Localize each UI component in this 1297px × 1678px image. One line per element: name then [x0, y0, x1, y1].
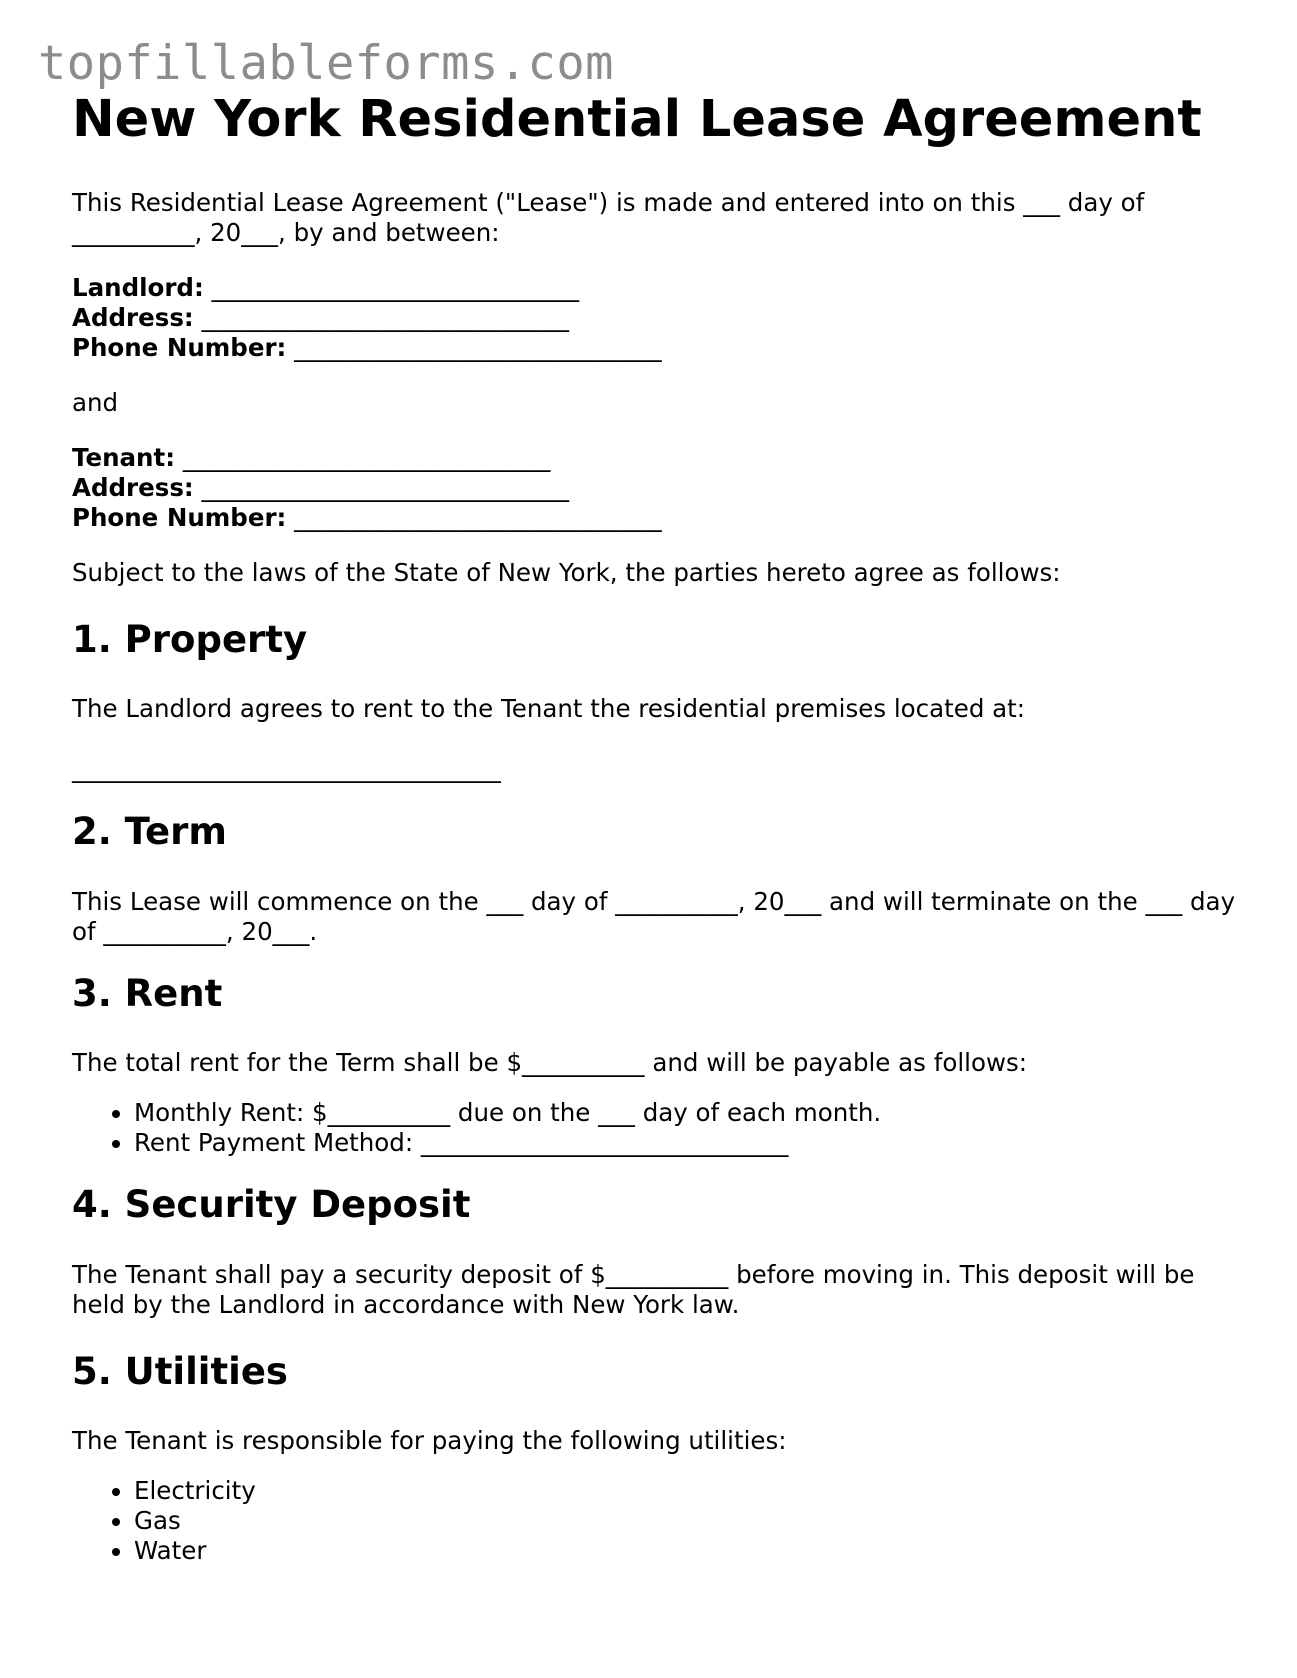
tenant-phone-blank[interactable]: ______________________________ [294, 503, 662, 533]
section-deposit-text: The Tenant shall pay a security deposit of $__________ before moving in. This deposit will be held by the Landlord in accordance with New York law. [72, 1259, 1195, 1319]
landlord-name-line [72, 273, 1252, 303]
and-text: and [72, 388, 119, 418]
tenant-name-label: Tenant: [72, 443, 176, 473]
document-title: New York Residential Lease Agreement [72, 90, 1202, 149]
section-property [72, 618, 1252, 784]
list-item: • Monthly Rent: $__________ due on the ___ day of each month. [134, 1098, 1252, 1128]
landlord-phone-blank[interactable]: ______________________________ [294, 333, 662, 363]
list-item: • Gas [134, 1506, 1252, 1536]
tenant-name-blank[interactable]: ______________________________ [182, 443, 551, 473]
list-item: • Water [134, 1536, 1252, 1566]
tenant-address-line [72, 473, 1252, 503]
subject-paragraph: Subject to the laws of the State of New York, the parties hereto agree as follows: [72, 558, 1061, 588]
intro-paragraph: This Residential Lease Agreement ("Lease") is made and entered into on this ___ day of __________, 20___, by and between: [72, 188, 1145, 248]
rent-list [72, 1098, 1252, 1158]
utilities-list [72, 1476, 1252, 1566]
property-address-blank[interactable]: ___________________________________ [72, 754, 501, 784]
section-deposit-heading: 4. Security Deposit [72, 1183, 471, 1227]
list-item: • Electricity [134, 1476, 1252, 1506]
tenant-address-label: Address: [72, 473, 194, 503]
landlord-address-label: Address: [72, 303, 194, 333]
landlord-name-blank[interactable]: ______________________________ [211, 273, 580, 303]
watermark: topfillableforms.com [38, 36, 614, 91]
section-deposit [72, 1183, 1252, 1319]
landlord-address-line [72, 303, 1252, 333]
landlord-name-label: Landlord: [72, 273, 204, 303]
list-item: • Rent Payment Method: ______________________________ [134, 1128, 1252, 1158]
section-term [72, 810, 1252, 946]
landlord-block [72, 273, 1252, 363]
section-property-heading: 1. Property [72, 618, 308, 662]
tenant-block [72, 443, 1252, 533]
section-rent-heading: 3. Rent [72, 971, 223, 1015]
tenant-phone-line [72, 503, 1252, 533]
section-utilities-heading: 5. Utilities [72, 1349, 288, 1393]
landlord-phone-line [72, 333, 1252, 363]
section-property-text: The Landlord agrees to rent to the Tenant the residential premises located at: [72, 694, 1026, 724]
landlord-address-blank[interactable]: ______________________________ [201, 303, 569, 333]
document-body [72, 92, 1252, 1591]
section-utilities [72, 1350, 1252, 1566]
tenant-name-line [72, 443, 1252, 473]
landlord-phone-label: Phone Number: [72, 333, 287, 363]
section-rent-text: The total rent for the Term shall be $__________ and will be payable as follows: [72, 1048, 1028, 1078]
tenant-phone-label: Phone Number: [72, 503, 287, 533]
section-term-text: This Lease will commence on the ___ day of __________, 20___ and will terminate on the ___ day of __________, 20___. [72, 886, 1236, 946]
section-rent [72, 972, 1252, 1158]
section-utilities-text: The Tenant is responsible for paying the following utilities: [72, 1426, 787, 1456]
tenant-address-blank[interactable]: ______________________________ [201, 473, 569, 503]
section-term-heading: 2. Term [72, 810, 227, 854]
